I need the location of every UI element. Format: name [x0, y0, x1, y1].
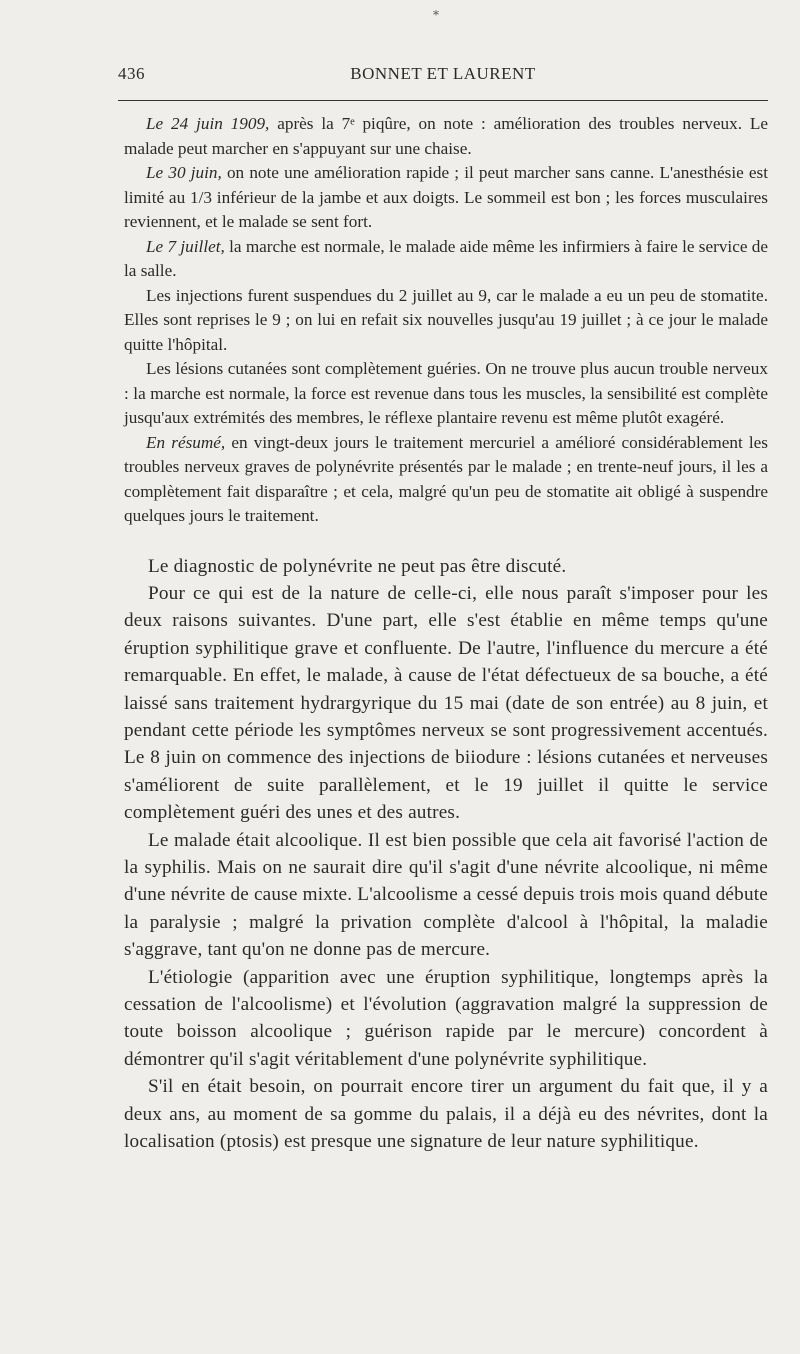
header-rule [118, 100, 768, 101]
discussion-paragraph: S'il en était besoin, on pourrait encore tirer un argument du fait que, il y a deux ans, au moment de sa gomme du palais, il a déjà eu des névrites, dont la localisation (ptosis) est presque une signature de leur nature syphilitique. [124, 1076, 768, 1153]
running-title: BONNET ET LAURENT [350, 64, 536, 83]
paragraph-text: Les lésions cutanées sont complètement guéries. On ne trouve plus aucun trouble nerveux : la marche est normale, la force est revenue dans tous les muscles, la sensibilité est complète jusqu'aux extrémités des membres, le réflexe plantaire revenu est même plutôt exagéré. [124, 359, 768, 427]
case-paragraph [124, 431, 768, 529]
case-paragraph [124, 235, 768, 284]
paragraph-text: après la 7ᵉ piqûre, on note : amélioration des troubles nerveux. Le malade peut marcher en s'appuyant sur une chaise. [124, 114, 768, 158]
case-paragraph [124, 161, 768, 235]
discussion-paragraph: Le diagnostic de polynévrite ne peut pas être discuté. [148, 555, 567, 577]
date-lead: Le 24 juin 1909, [146, 114, 270, 133]
case-paragraph [124, 284, 768, 358]
paragraph-text: on note une amélioration rapide ; il peut marcher sans canne. L'anesthésie est limité au 1/3 inférieur de la jambe et aux doigts. Le sommeil est bon ; les forces musculaires reviennent, et le malade se sent fort. [124, 163, 768, 231]
page-number: 436 [118, 64, 145, 83]
discussion-paragraph: Pour ce qui est de la nature de celle-ci, elle nous paraît s'imposer pour les deux raisons suivantes. D'une part, elle s'est établie en même temps qu'une éruption syphilitique grave et confluente. De l'autre, l'influence du mercure a été remarquable. En effet, le malade, à cause de l'état défectueux de sa bouche, a été laissé sans traitement hydrargyrique du 15 mai (date de son entrée) au 8 juin, et pendant cette période les symptômes nerveux se sont progressivement accentués. Le 8 juin on commence des injections de biiodure : lésions cutanées et nerveuses s'améliorent de suite parallèlement, et le 19 juillet il quitte le service complètement guéri des unes et des autres. [124, 582, 768, 824]
date-lead: Le 7 juillet, [146, 236, 225, 256]
summary-lead: En résumé, [146, 432, 226, 452]
date-lead: Le 30 juin, [146, 163, 222, 182]
discussion-paragraph: L'étiologie (apparition avec une éruption syphilitique, longtemps après la cessation de l'alcoolisme) et l'évolution (aggravation malgré la suppression de toute boisson alcoolique ; guérison rapide par le mercure) concordent à démontrer qu'il s'agit véritablement d'une polynévrite syphilitique. [124, 966, 768, 1070]
case-paragraph [124, 357, 768, 431]
discussion-paragraph: Le malade était alcoolique. Il est bien possible que cela ait favorisé l'action de la syphilis. Mais on ne saurait dire qu'il s'agit d'une névrite alcoolique, ni même d'une névrite de cause mixte. L'alcoolisme a cessé depuis trois mois quand débute la paralysie ; malgré la privation complète d'alcool à l'hôpital, la maladie s'aggrave, tant qu'on ne donne pas de mercure. [124, 829, 768, 961]
case-notes [124, 112, 768, 529]
top-mark: * [433, 8, 439, 22]
page-header [118, 64, 768, 86]
paragraph-text: en vingt-deux jours le traitement mercuriel a amélioré considérablement les troubles nerveux graves de polynévrite présentés par le malade ; en trente-neuf jours, il les a complètement fait disparaître ; et cela, malgré qu'un peu de stomatite ait obligé à suspendre quelques jours le traitement. [124, 432, 769, 525]
paragraph-text: Les injections furent suspendues du 2 juillet au 9, car le malade a eu un peu de stomatite. Elles sont reprises le 9 ; on lui en refait six nouvelles jusqu'au 19 juillet ; à ce jour le malade quitte l'hôpital. [124, 285, 768, 354]
case-paragraph [124, 112, 768, 161]
discussion [124, 553, 768, 1156]
paragraph-text: la marche est normale, le malade aide même les infirmiers à faire le service de la salle. [124, 236, 768, 280]
body-text [124, 112, 768, 1155]
